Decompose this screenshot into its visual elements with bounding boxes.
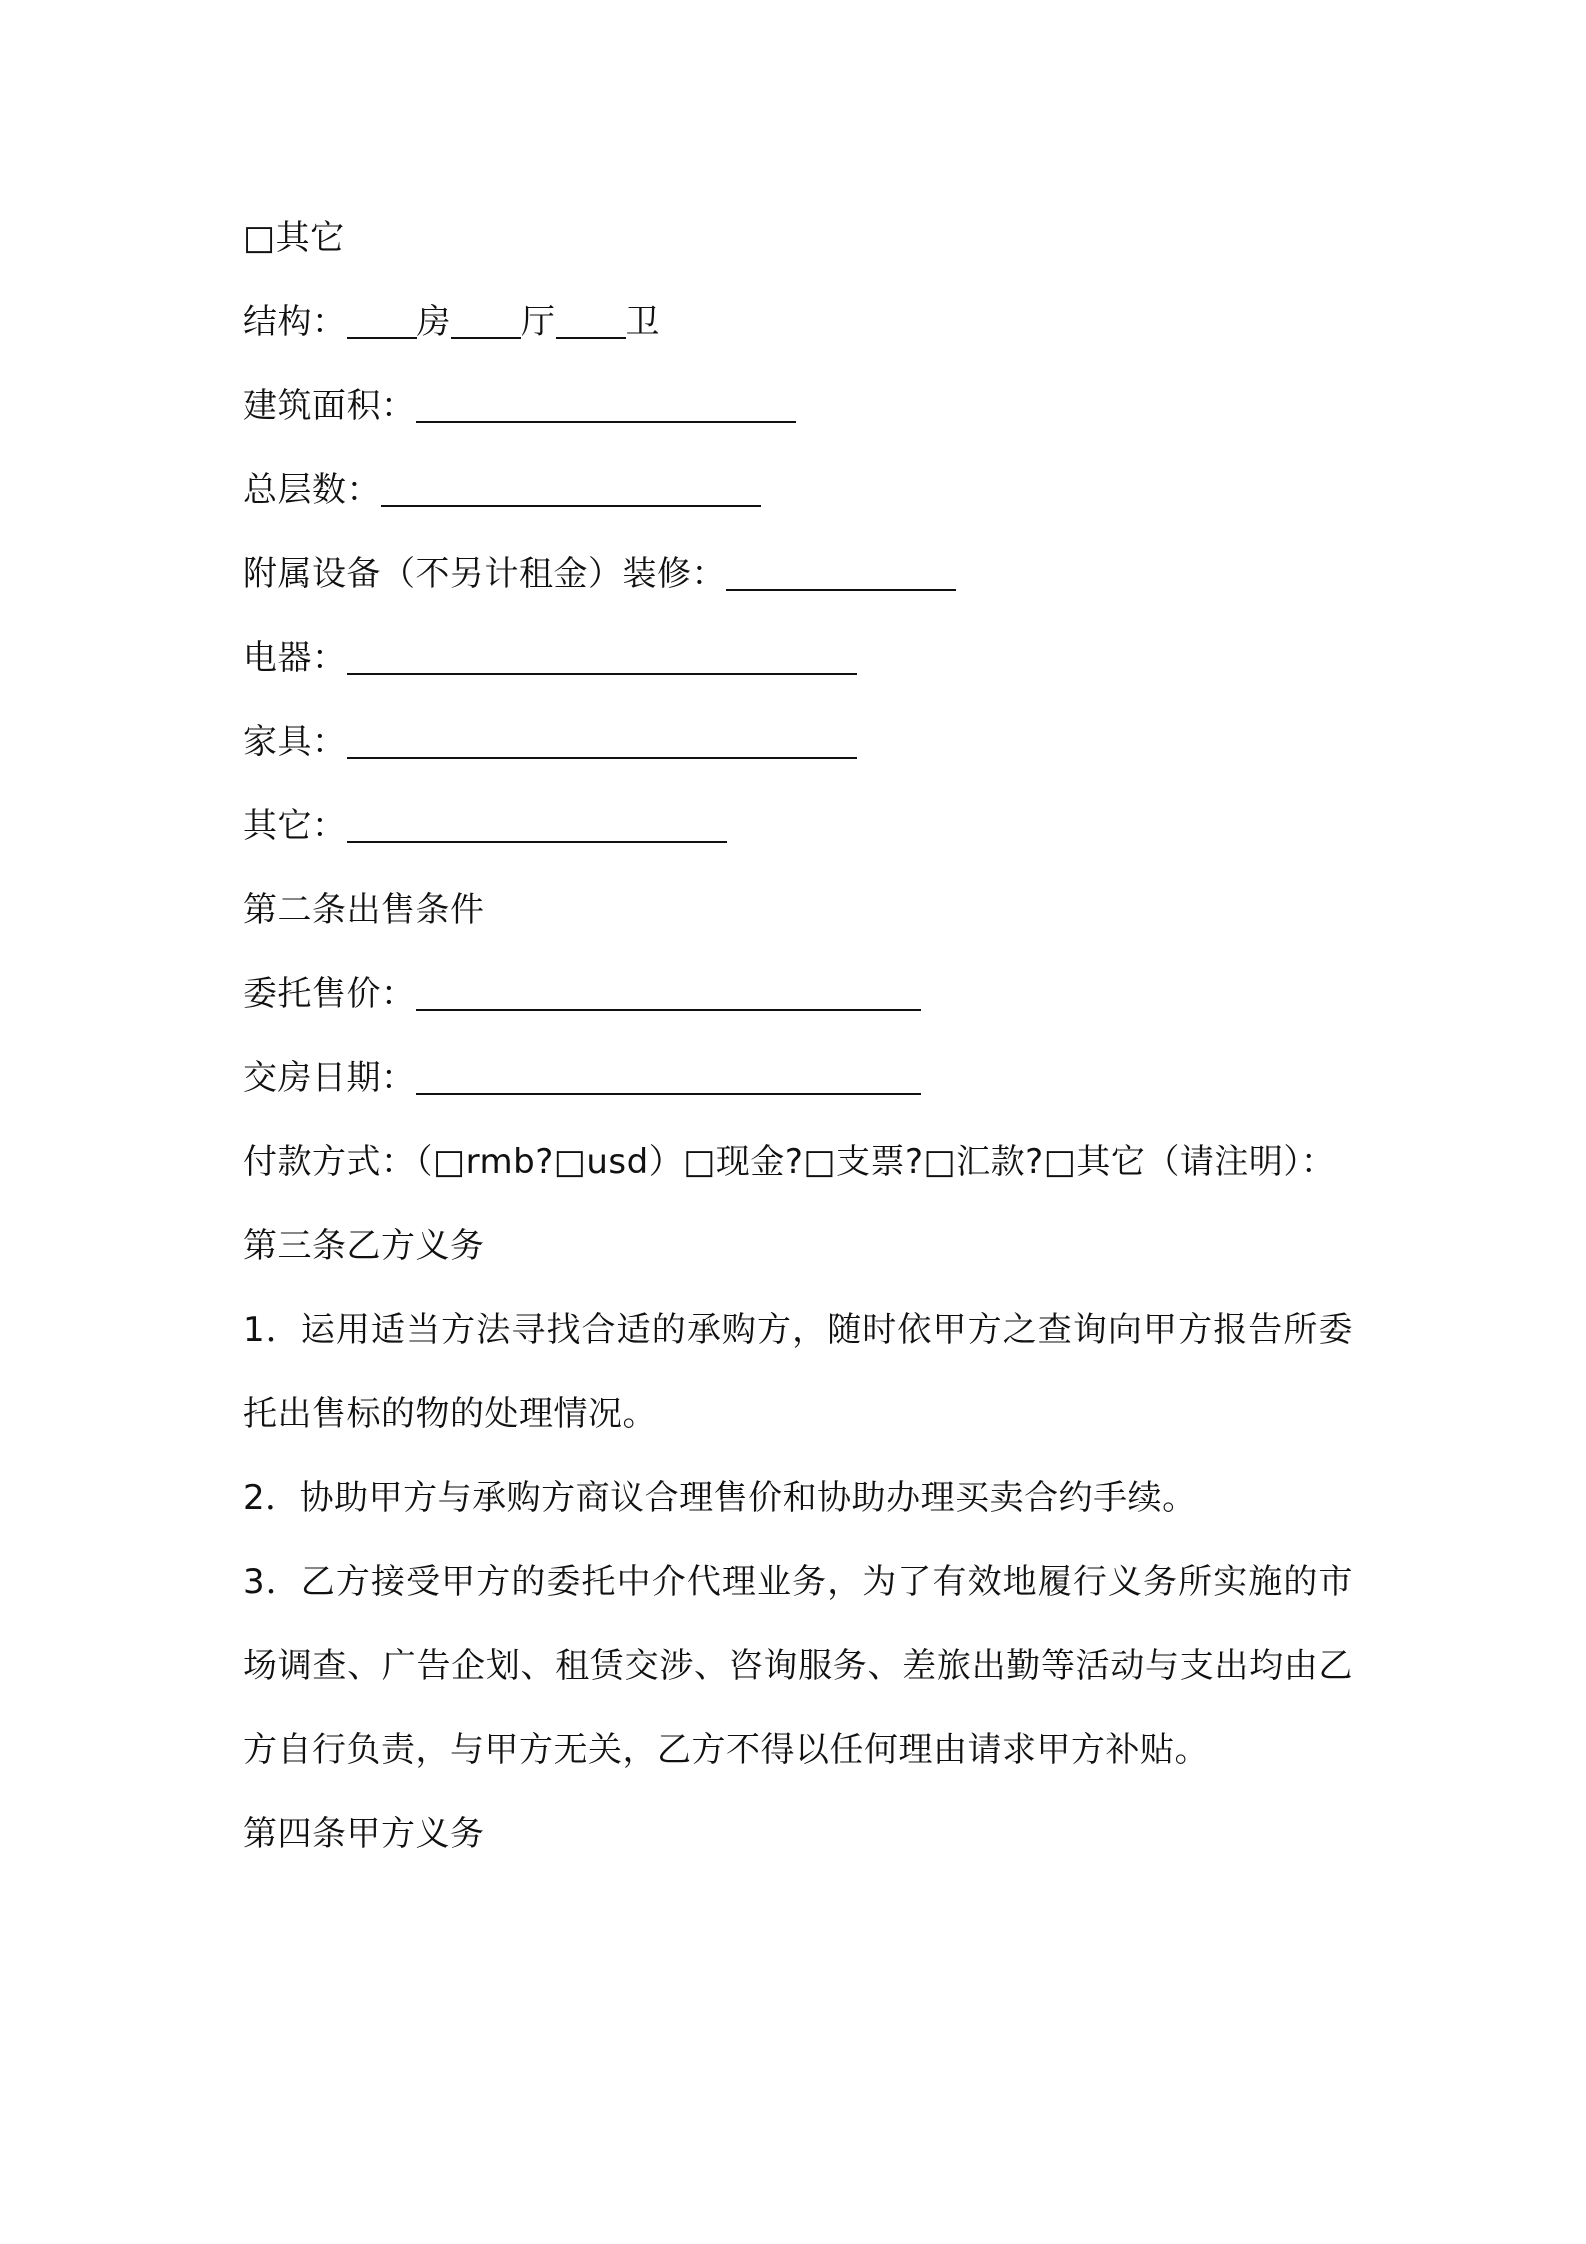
floors-line	[243, 448, 1353, 532]
structure-label: 结构：	[243, 302, 347, 342]
bath-blank	[556, 299, 626, 339]
article4-title	[243, 1792, 1353, 1876]
article2-title	[243, 868, 1353, 952]
hall-blank	[451, 299, 521, 339]
article3-item-3: 3．乙方接受甲方的委托中介代理业务，为了有效地履行义务所实施的市场调查、广告企划、租赁交涉、咨询服务、差旅出勤等活动与支出均由乙方自行负责，与甲方无关，乙方不得以任何理由请求甲方补贴。	[243, 1562, 1353, 1770]
appliances-line	[243, 616, 1353, 700]
others-label: 其它：	[243, 806, 347, 846]
article3-item-2: 2．协助甲方与承购方商议合理售价和协助办理买卖合约手续。	[243, 1478, 1197, 1518]
other-option-text: □其它	[243, 218, 345, 258]
article2-title-text: 第二条出售条件	[243, 890, 485, 930]
other-option-line	[243, 196, 1353, 280]
article3-title	[243, 1204, 1353, 1288]
furniture-blank	[347, 719, 857, 759]
furniture-line	[243, 700, 1353, 784]
floors-label: 总层数：	[243, 470, 381, 510]
area-line	[243, 364, 1353, 448]
fixtures-blank	[726, 551, 956, 591]
appliances-label: 电器：	[243, 638, 347, 678]
area-label: 建筑面积：	[243, 386, 416, 426]
appliances-blank	[347, 635, 857, 675]
fixtures-label: 附属设备（不另计租金）装修：	[243, 554, 726, 594]
handover-label: 交房日期：	[243, 1058, 416, 1098]
article3-item-1: 1．运用适当方法寻找合适的承购方，随时依甲方之查询向甲方报告所委托出售标的物的处理情况。	[243, 1310, 1353, 1434]
structure-bath-label: 卫	[625, 302, 660, 342]
structure-line	[243, 280, 1353, 364]
payment-paragraph: 付款方式：（□rmb?□usd）□现金?□支票?□汇款?□其它（请注明）：	[243, 1142, 1336, 1182]
structure-hall-label: 厅	[521, 302, 556, 342]
price-label: 委托售价：	[243, 974, 416, 1014]
price-blank	[416, 971, 921, 1011]
article3-title-text: 第三条乙方义务	[243, 1226, 485, 1266]
area-blank	[416, 383, 796, 423]
room-blank	[347, 299, 417, 339]
handover-line	[243, 1036, 1353, 1120]
others-line	[243, 784, 1353, 868]
price-line	[243, 952, 1353, 1036]
document-body	[243, 196, 1353, 1876]
article4-title-text: 第四条甲方义务	[243, 1814, 485, 1854]
others-blank	[347, 803, 727, 843]
handover-blank	[416, 1055, 921, 1095]
structure-room-label: 房	[416, 302, 451, 342]
fixtures-line	[243, 532, 1353, 616]
furniture-label: 家具：	[243, 722, 347, 762]
floors-blank	[381, 467, 761, 507]
